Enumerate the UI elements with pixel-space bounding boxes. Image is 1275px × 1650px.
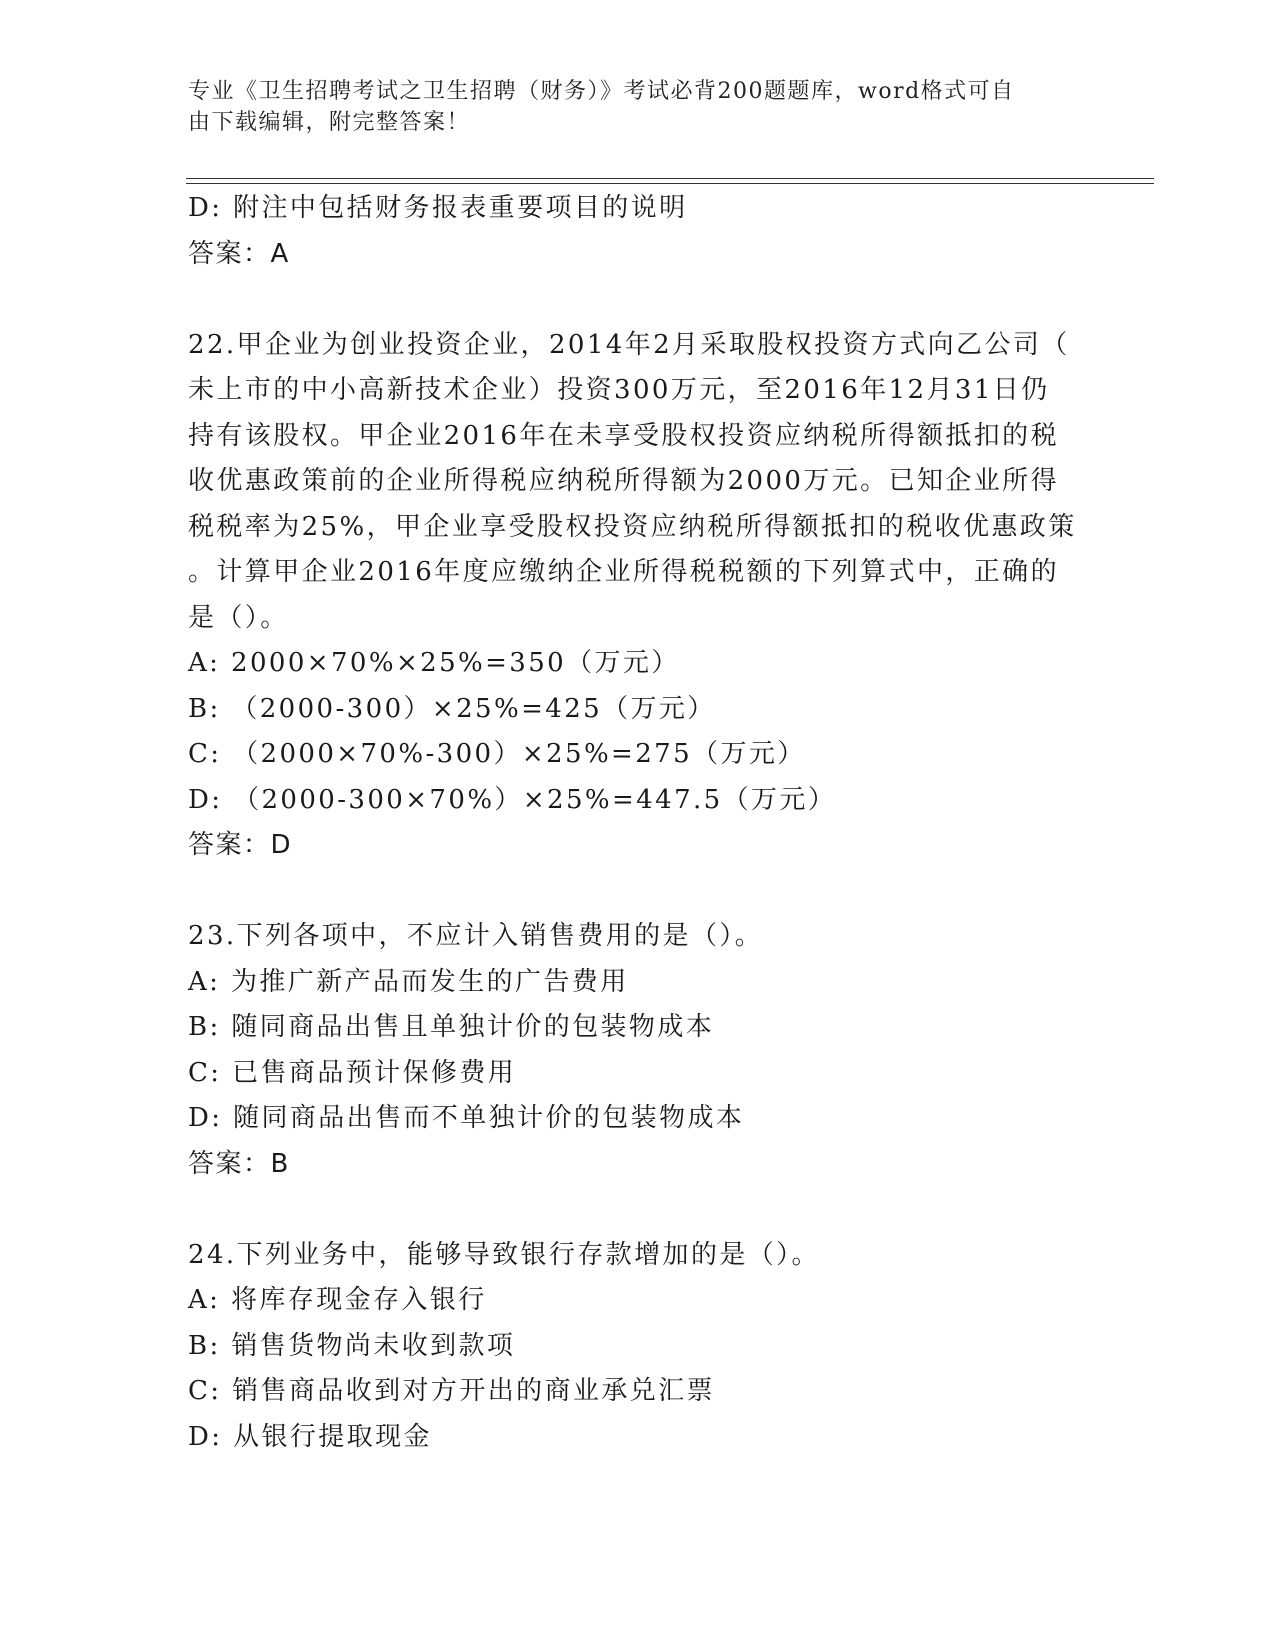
q24-option-a: A: 将库存现金存入银行 <box>188 1285 487 1315</box>
q23-option-c: C: 已售商品预计保修费用 <box>188 1057 517 1088</box>
q23-option-b: B: 随同商品出售且单独计价的包装物成本 <box>188 1012 715 1042</box>
q22-option-c: C: （2000×70%-300）×25%=275（万元） <box>188 739 806 769</box>
q22-answer: 答案：D <box>188 830 293 860</box>
q23-stem: 23.下列各项中，不应计入销售费用的是（）。 <box>188 921 764 951</box>
q23-option-d: D: 随同商品出售而不单独计价的包装物成本 <box>188 1103 745 1133</box>
q23-answer: 答案：B <box>188 1148 290 1179</box>
q22-stem-line: 未上市的中小高新技术企业）投资300万元，至2016年12月31日仍 <box>188 375 1050 405</box>
q22-stem-line: 税税率为25%，甲企业享受股权投资应纳税所得额抵扣的税收优惠政策 <box>188 511 1077 542</box>
q22-option-d: D: （2000-300×70%）×25%=447.5（万元） <box>188 784 837 815</box>
q22-stem-line: 22.甲企业为创业投资企业，2014年2月采取股权投资方式向乙公司（ <box>188 329 1070 360</box>
question-23 <box>188 914 1088 1187</box>
q21-answer: 答案：A <box>188 238 290 269</box>
spacer <box>188 869 1088 915</box>
document-header <box>188 76 1068 138</box>
header-divider-bottom <box>186 183 1154 184</box>
header-divider-top <box>186 178 1154 179</box>
question-22 <box>188 323 1088 869</box>
q22-stem-line: 持有该股权。甲企业2016年在未享受股权投资应纳税所得额抵扣的税 <box>188 420 1059 451</box>
q24-option-b: B: 销售货物尚未收到款项 <box>188 1330 516 1361</box>
q22-option-b: B: （2000-300）×25%=425（万元） <box>188 693 716 724</box>
q22-option-a: A: 2000×70%×25%=350（万元） <box>188 648 680 678</box>
header-line-1: 专业《卫生招聘考试之卫生招聘（财务）》考试必背200题题库，word格式可自 <box>188 79 1015 104</box>
q24-stem: 24.下列业务中，能够导致银行存款增加的是（）。 <box>188 1239 820 1270</box>
spacer <box>188 1187 1088 1233</box>
header-line-2: 由下载编辑，附完整答案！ <box>188 110 471 135</box>
q24-option-c: C: 销售商品收到对方开出的商业承兑汇票 <box>188 1376 715 1406</box>
q22-stem-line: 收优惠政策前的企业所得税应纳税所得额为2000万元。已知企业所得 <box>188 466 1059 496</box>
document-body <box>188 186 1088 1460</box>
question-24 <box>188 1233 1088 1461</box>
q24-option-d: D: 从银行提取现金 <box>188 1421 432 1452</box>
q22-stem-line: 是（）。 <box>188 602 289 633</box>
spacer <box>188 277 1088 323</box>
q22-stem-line: 。计算甲企业2016年度应缴纳企业所得税税额的下列算式中，正确的 <box>188 557 1059 587</box>
q21-option-d: D: 附注中包括财务报表重要项目的说明 <box>188 193 688 223</box>
q23-option-a: A: 为推广新产品而发生的广告费用 <box>188 966 629 997</box>
